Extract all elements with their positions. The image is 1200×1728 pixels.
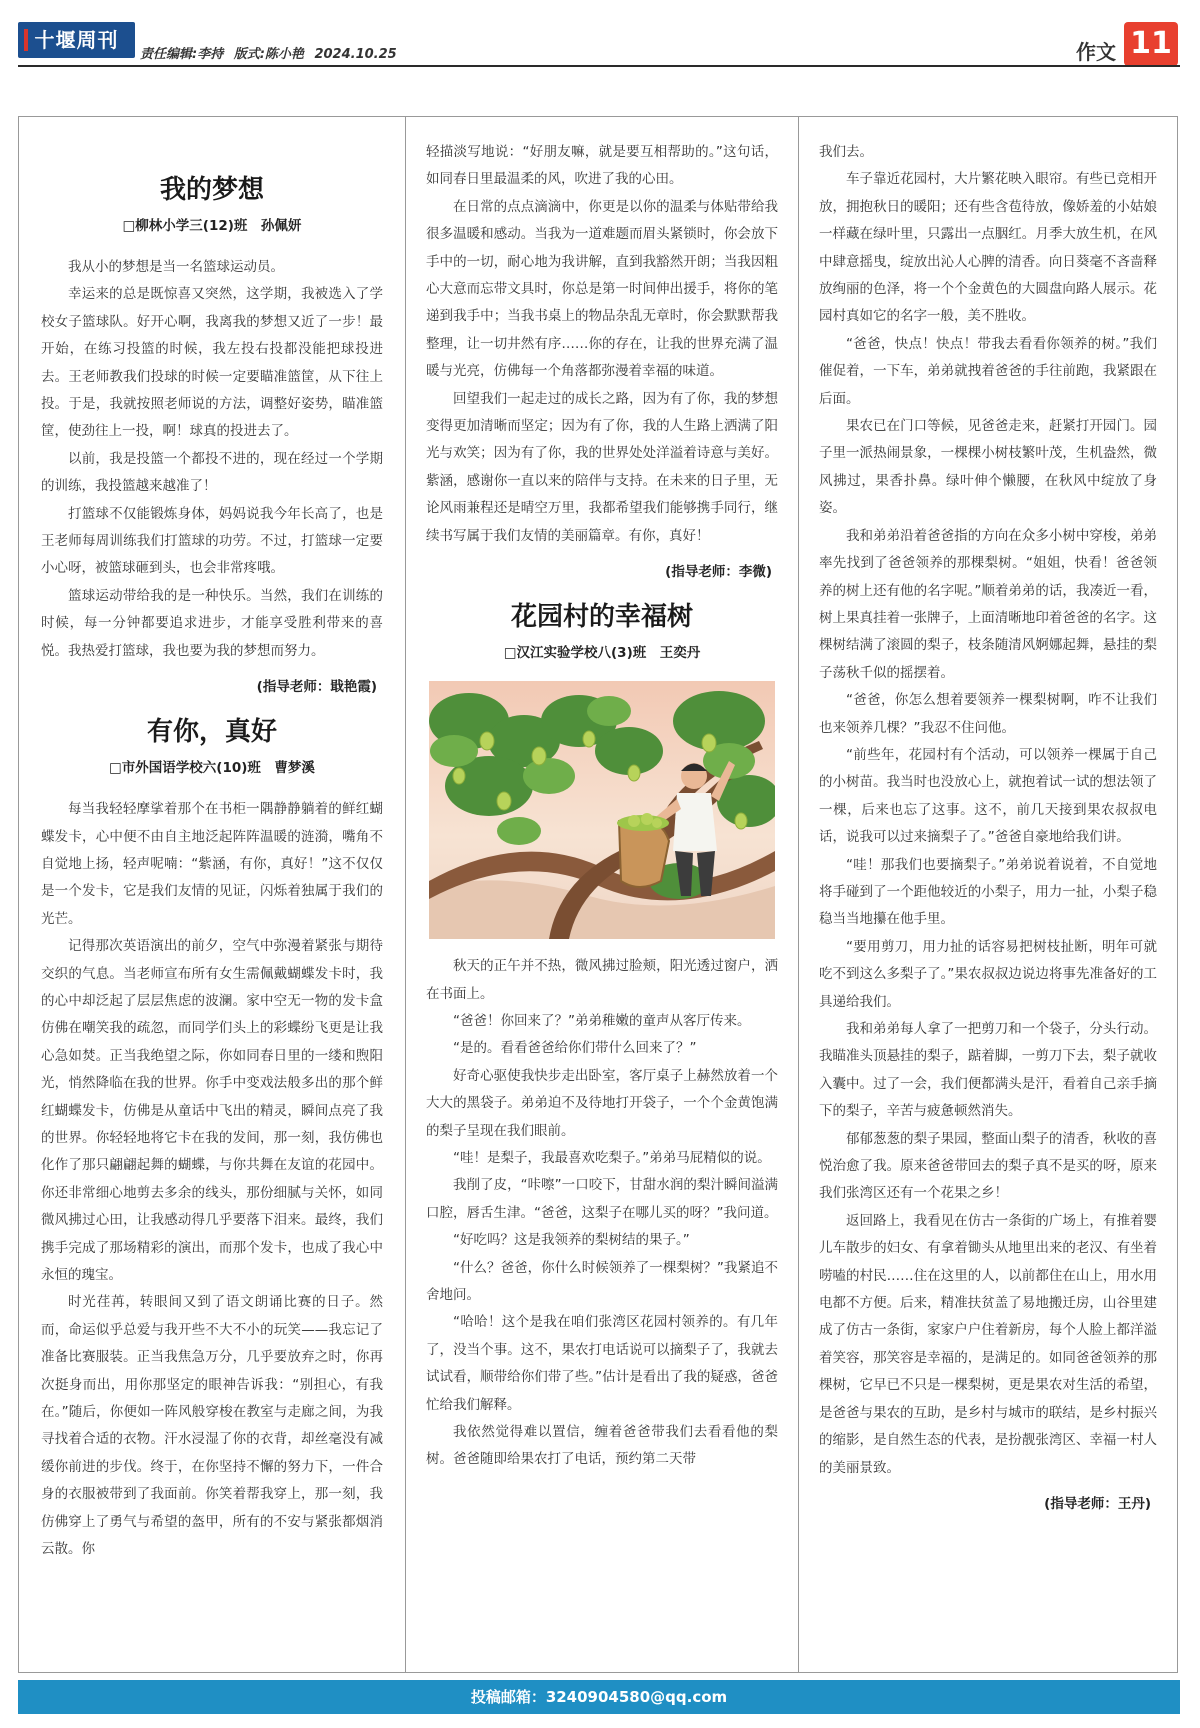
paragraph: 我们去。 bbox=[819, 144, 873, 160]
paragraph: 轻描淡写地说：“好朋友嘛，就是要互相帮助的。”这句话，如同春日里最温柔的风，吹进了我的心田。 bbox=[426, 144, 778, 188]
pear-harvest-illustration bbox=[429, 681, 775, 939]
article-byline-dream: □柳林小学三(12)班 孙佩妍 bbox=[122, 218, 302, 234]
paragraph: “哇！那我们也要摘梨子。”弟弟说着说着，不自觉地将手碰到了一个距他较近的小梨子，用力一扯，小梨子稳稳当当地攥在他手里。 bbox=[819, 856, 1157, 928]
paragraph: 我和弟弟每人拿了一把剪刀和一个袋子，分头行动。我瞄准头顶悬挂的梨子，踮着脚，一剪刀下去，梨子就收入囊中。过了一会，我们便都满头是汗，看着自己亲手摘下的梨子，辛苦与疲惫顿然消失。 bbox=[819, 1021, 1157, 1120]
paragraph: 车子靠近花园村，大片繁花映入眼帘。有些已竞相开放，拥抱秋日的暖阳；还有些含苞待放，像娇羞的小姑娘一样藏在绿叶里，只露出一点胭红。月季大放生机，在风中肆意摇曳，绽放出沁人心脾的清香。向日葵毫不吝啬释放绚丽的色泽，将一个个金黄色的大圆盘向路人展示。花园村真如它的名字一般，美不胜收。 bbox=[819, 171, 1157, 325]
paragraph: 果农已在门口等候，见爸爸走来，赶紧打开园门。园子里一派热闹景象，一棵棵小树枝繁叶茂，生机盎然，微风拂过，果香扑鼻。绿叶伸个懒腰，在秋风中绽放了身姿。 bbox=[819, 418, 1157, 517]
paragraph: “哇！是梨子，我最喜欢吃梨子。”弟弟马屁精似的说。 bbox=[453, 1149, 771, 1166]
column-2 bbox=[405, 117, 798, 1672]
submission-email[interactable]: 投稿邮箱：3240904580@qq.com bbox=[470, 1688, 728, 1706]
paragraph: “哈哈！这个是我在咱们张湾区花园村领养的。有几年了，没当个事。这不，果农打电话说可以摘梨子了，我就去试试看，顺带给你们带了些。”估计是看出了我的疑惑，爸爸忙给我们解释。 bbox=[426, 1314, 778, 1413]
article-byline-garden: □汉江实验学校八(3)班 王奕丹 bbox=[503, 645, 701, 662]
advisor-friend: (指导老师：李微) bbox=[665, 564, 772, 581]
article-byline-friend: □市外国语学校六(10)班 曹梦溪 bbox=[109, 760, 315, 777]
newspaper-logo: 十堰周刊 bbox=[18, 22, 135, 58]
paragraph: “爸爸，快点！快点！带我去看看你领养的树。”我们催促着，一下车，弟弟就拽着爸爸的手往前跑，我紧跟在后面。 bbox=[819, 335, 1157, 407]
header-rule bbox=[18, 65, 1180, 67]
paragraph: 每当我轻轻摩挲着那个在书柜一隅静静躺着的鲜红蝴蝶发卡，心中便不由自主地泛起阵阵温暖的涟漪，嘴角不自觉地上扬，轻声呢喃：“紫涵，有你，真好！”这不仅仅是一个发卡，它是我们友情的见证，闪烁着独属于我们的光芒。 bbox=[41, 801, 383, 927]
issue-date: 2024.10.25 bbox=[314, 47, 397, 62]
paragraph: 郁郁葱葱的梨子果园，整面山梨子的清香，秋收的喜悦治愈了我。原来爸爸带回去的梨子真不是买的呀，原来我们张湾区还有一个花果之乡！ bbox=[819, 1130, 1157, 1202]
paragraph: 幸运来的总是既惊喜又突然，这学期，我被选入了学校女子篮球队。好开心啊，我离我的梦想又近了一步！最开始，在练习投篮的时候，我左投右投都没能把球投进去。王老师教我们投球的时候一定要瞄准篮筐，从下往上投。于是，我就按照老师说的方法，调整好姿势，瞄准篮筐，使劲往上一投，啊！球真的投进去了。 bbox=[41, 286, 383, 440]
paragraph: 好奇心驱使我快步走出卧室，客厅桌子上赫然放着一个大大的黑袋子。弟弟迫不及待地打开袋子，一个个金黄饱满的梨子呈现在我们眼前。 bbox=[426, 1067, 778, 1139]
paragraph: “爸爸，你怎么想着要领养一棵梨树啊，咋不让我们也来领养几棵？”我忍不住问他。 bbox=[819, 692, 1157, 736]
column-3 bbox=[798, 117, 1177, 1672]
page-number: 11 bbox=[1124, 22, 1178, 66]
advisor-dream: (指导老师：戢艳霞) bbox=[256, 679, 377, 696]
paragraph: 我依然觉得难以置信，缠着爸爸带我们去看看他的梨树。爸爸随即给果农打了电话，预约第二天带 bbox=[426, 1424, 778, 1468]
paragraph: “是的。看看爸爸给你们带什么回来了？” bbox=[453, 1040, 697, 1057]
paragraph: 我和弟弟沿着爸爸指的方向在众多小树中穿梭，弟弟率先找到了爸爸领养的那棵梨树。“姐姐，快看！爸爸领养的树上还有他的名字呢。”顺着弟弟的话，我凑近一看，树上果真挂着一张牌子，上面清晰地印着爸爸的名字。这棵树结满了滚圆的梨子，枝条随清风婀娜起舞，悬挂的梨子荡秋千似的摇摆着。 bbox=[819, 527, 1157, 681]
paragraph: “什么？爸爸，你什么时候领养了一棵梨树？”我紧追不舍地问。 bbox=[426, 1259, 778, 1303]
paragraph: 以前，我是投篮一个都投不进的，现在经过一个学期的训练，我投篮越来越准了！ bbox=[41, 450, 383, 495]
layout-credit: 版式:陈小艳 bbox=[233, 47, 304, 62]
column-1 bbox=[19, 117, 405, 1672]
paragraph: 我削了皮，“咔嚓”一口咬下，甘甜水润的梨汁瞬间溢满口腔，唇舌生津。“爸爸，这梨子在哪儿买的呀？”我问道。 bbox=[426, 1177, 778, 1221]
advisor-garden: (指导老师：王丹) bbox=[1044, 1495, 1151, 1512]
article-title-garden: 花园村的幸福树 bbox=[510, 602, 693, 633]
paragraph: 回望我们一起走过的成长之路，因为有了你，我的梦想变得更加清晰而坚定；因为有了你，我的人生路上洒满了阳光与欢笑；因为有了你，我的世界处处洋溢着诗意与美好。紫涵，感谢你一直以来的陪伴与支持。在未来的日子里，无论风雨兼程还是晴空万里，我都希望我们能够携手同行，继续书写属于我们友情的美丽篇章。有你，真好！ bbox=[426, 390, 778, 544]
section-label: 作文 bbox=[1076, 40, 1116, 64]
paragraph: 在日常的点点滴滴中，你更是以你的温柔与体贴带给我很多温暖和感动。当我为一道难题而眉头紧锁时，你会放下手中的一切，耐心地为我讲解，直到我豁然开朗；当我因粗心大意而忘带文具时，你总是第一时间伸出援手，将你的笔递到我手中；当我书桌上的物品杂乱无章时，你会默默帮我整理，让一切井然有序……你的存在，让我的世界充满了温暖与光亮，仿佛每一个角落都弥漫着幸福的味道。 bbox=[426, 198, 778, 380]
paragraph: 打篮球不仅能锻炼身体，妈妈说我今年长高了，也是王老师每周训练我们打篮球的功劳。不过，打篮球一定要小心呀，被篮球砸到头，也会非常疼哦。 bbox=[41, 505, 383, 577]
article-title-friend: 有你，真好 bbox=[146, 717, 277, 748]
paragraph: “前些年，花园村有个活动，可以领养一棵属于自己的小树苗。我当时也没放心上，就抱着试一试的想法领了一棵，后来也忘了这事。这不，前几天接到果农叔叔电话，说我可以过来摘梨子了。”爸爸自豪地给我们讲。 bbox=[819, 746, 1157, 846]
paragraph: 时光荏苒，转眼间又到了语文朗诵比赛的日子。然而，命运似乎总爱与我开些不大不小的玩笑——我忘记了准备比赛服装。正当我焦急万分，几乎要放弃之时，你再次挺身而出，用你那坚定的眼神告诉我：“别担心，有我在。”随后，你便如一阵风般穿梭在教室与走廊之间，为我寻找着合适的衣物。汗水浸湿了你的衣背，却丝毫没有减缓你前进的步伐。终于，在你坚持不懈的努力下，一件合身的衣服被带到了我面前。你笑着帮我穿上，那一刻，我仿佛穿上了勇气与希望的盔甲，所有的不安与紧张都烟消云散。你 bbox=[41, 1294, 383, 1558]
paragraph: “好吃吗？这是我领养的梨树结的果子。” bbox=[453, 1232, 690, 1249]
page-header bbox=[0, 0, 1200, 80]
footer-bar bbox=[18, 1680, 1180, 1714]
paragraph: 秋天的正午并不热，微风拂过脸颊，阳光透过窗户，洒在书面上。 bbox=[426, 958, 778, 1002]
article-title-dream: 我的梦想 bbox=[159, 175, 264, 205]
paragraph: 篮球运动带给我的是一种快乐。当然，我们在训练的时候，每一分钟都要追求进步，才能享受胜利带来的喜悦。我热爱打篮球，我也要为我的梦想而努力。 bbox=[41, 587, 383, 659]
paragraph: 返回路上，我看见在仿古一条街的广场上，有推着婴儿车散步的妇女、有拿着锄头从地里出来的老汉、有坐着唠嗑的村民……住在这里的人，以前都住在山上，用水用电都不方便。后来，精准扶贫盖了易地搬迁房，山谷里建成了仿古一条街，家家户户住着新房，每个人脸上都洋溢着笑容，那笑容是幸福的，是满足的。如同爸爸领养的那棵树，它早已不只是一棵梨树，更是果农对生活的希望，是爸爸与果农的互助，是乡村与城市的联结，是乡村振兴的缩影，是自然生态的代表，是扮靓张湾区、幸福一村人的美丽景致。 bbox=[819, 1212, 1157, 1476]
editor-credit: 责任编辑:李持 bbox=[140, 47, 224, 62]
paragraph: “爸爸！你回来了？”弟弟稚嫩的童声从客厅传来。 bbox=[453, 1012, 751, 1029]
paragraph: “要用剪刀，用力扯的话容易把树枝扯断，明年可就吃不到这么多梨子了。”果农叔叔边说边将事先准备好的工具递给我们。 bbox=[819, 938, 1157, 1010]
content-frame bbox=[18, 116, 1178, 1673]
basket bbox=[617, 813, 669, 887]
paragraph: 记得那次英语演出的前夕，空气中弥漫着紧张与期待交织的气息。当老师宣布所有女生需佩戴蝴蝶发卡时，我的心中却泛起了层层焦虑的波澜。家中空无一物的发卡盒仿佛在嘲笑我的疏忽，而同学们头上的彩蝶纷飞更是让我心急如焚。正当我绝望之际，你如同春日里的一缕和煦阳光，悄然降临在我的世界。你手中变戏法般多出的那个鲜红蝴蝶发卡，仿佛是从童话中飞出的精灵，瞬间点亮了我的世界。你轻轻地将它卡在我的发间，那一刻，我仿佛也化作了那只翩翩起舞的蝴蝶，与你共舞在友谊的花园中。你还非常细心地剪去多余的线头，那份细腻与关怀，如同微风拂过心田，让我感动得几乎要落下泪来。最终，我们携手完成了那场精彩的演出，而那个发卡，也成了我心中永恒的瑰宝。 bbox=[41, 938, 383, 1283]
paragraph: 我从小的梦想是当一名篮球运动员。 bbox=[68, 259, 284, 275]
page-meta bbox=[140, 43, 403, 62]
